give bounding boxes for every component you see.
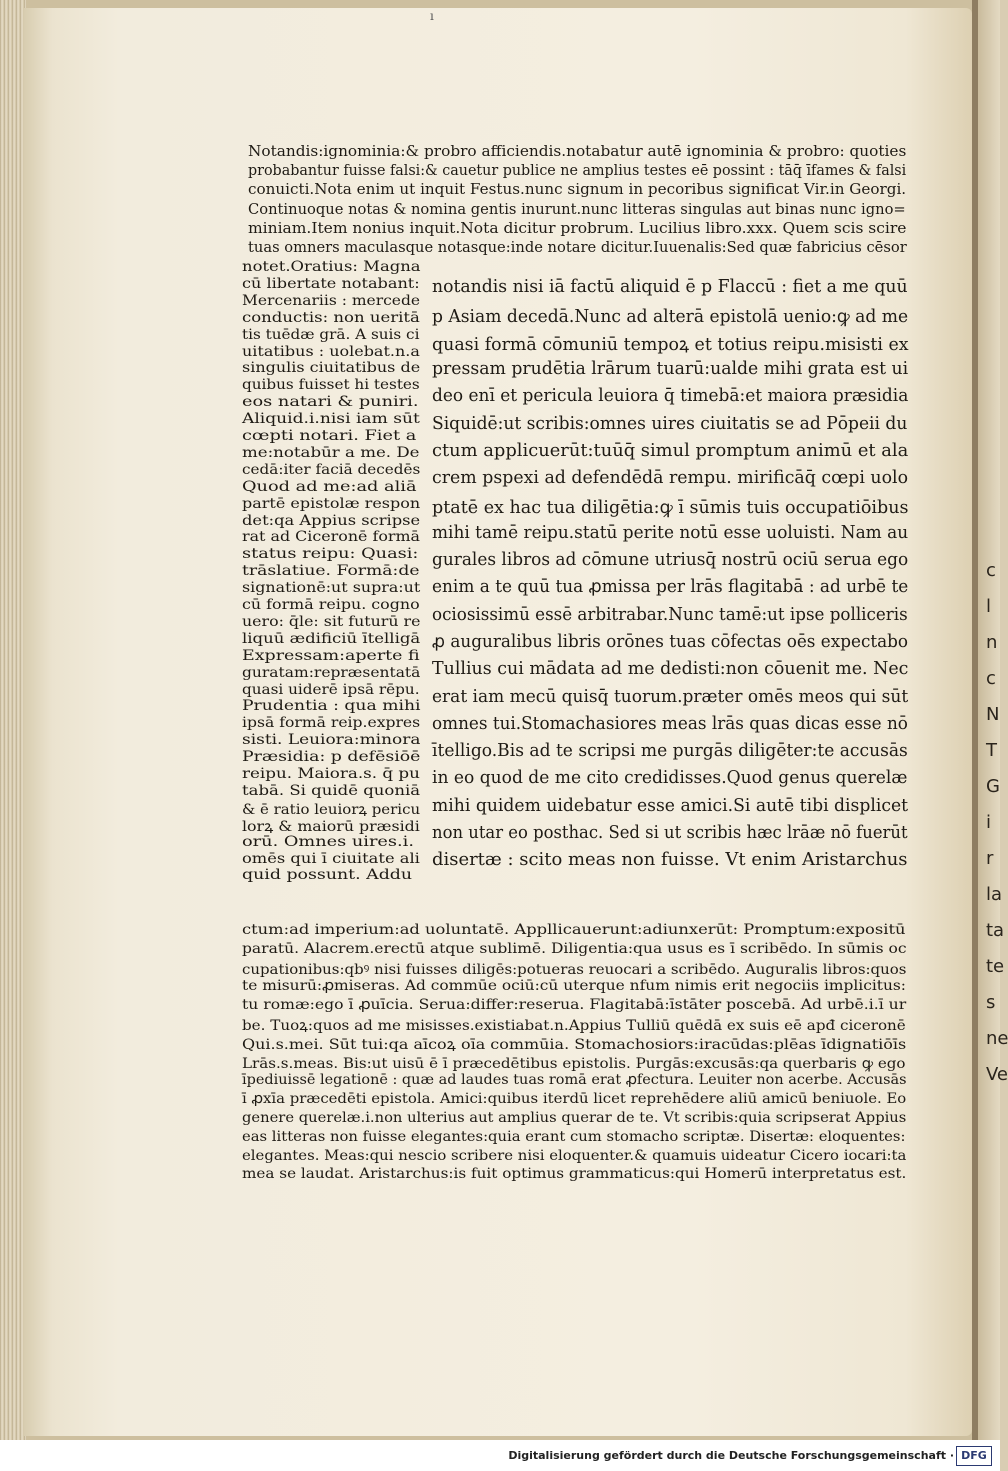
letter-line: ꝓ auguralibus libris orōnes tuas cōfectas oēs expectabo	[432, 631, 909, 652]
commentary-line: mea se laudat. Aristarchus:is fuit optimus grammaticus:qui Homerū interpretatus est.	[242, 1166, 907, 1183]
letter-line: deo enī et pericula leuiora q̄ timebā:et maiora præsidia	[432, 386, 909, 407]
letter-line: crem pspexi ad defendēdā rempu. mirificāq̄ cœpi uolo	[432, 468, 909, 489]
letter-line: quasi formā cōmuniū tempoꝝ et totius reipu.misisti ex	[432, 334, 909, 355]
gloss-line: Mercenariis : mercede	[242, 292, 421, 309]
facing-page-fragment: c	[986, 668, 996, 689]
commentary-line: Qui.s.mei. Sūt tui:qa aīcoꝝ oīa commūia. Stomachosiors:iracūdas:plēas īdignatiōīs	[242, 1036, 907, 1053]
gloss-line: me:notabūr a me. De	[242, 444, 420, 461]
gloss-line: quasi uiderē ipsā rēpu.	[242, 681, 420, 698]
letter-line: enim a te quū tua ꝓmissa per lrās flagitabā : ad urbē te	[432, 577, 909, 598]
facing-page-fragment: ne	[986, 1028, 1008, 1049]
gloss-line: notet.Oratius: Magna	[242, 259, 421, 275]
letter-line: mihi tamē reipu.statū perite notū esse uoluisti. Nam au	[432, 522, 909, 543]
letter-line: ptatē ex hac tua diligētia:ꝙ ī sūmis tuis occupatiōibus	[432, 498, 909, 519]
gloss-line: partē epistolæ respon	[242, 495, 421, 512]
commentary-line: īpediuissē legationē : quæ ad laudes tuas romā erat ꝓfectura. Leuiter non acerbe. Accusās	[242, 1072, 907, 1089]
commentary-line: miniam.Item nonius inquit.Nota dicitur probrum. Lucilius libro.xxx. Quem scis scire	[248, 219, 907, 237]
gloss-line: lorꝝ & maiorū præsidi	[242, 818, 420, 835]
commentary-line: paratū. Alacrem.erectū atque sublimē. Diligentia:qua usus es ī scribēdo. In sūmis oc	[242, 940, 907, 957]
gloss-line: omēs qui ī ciuitate ali	[242, 850, 420, 867]
letter-line: notandis nisi iā factū aliquid ē p Flaccū : fiet a me quū	[432, 277, 908, 297]
gloss-line: uitatibus : uolebat.n.a	[242, 343, 420, 360]
letter-line: disertæ : scito meas non fuisse. Vt enim Aristarchus	[432, 850, 908, 871]
commentary-line: be. Tuoꝝ:quos ad me misisses.existiabat.n.Appius Tulliū quēdā ex suis eē apđ ciceronē	[242, 1018, 906, 1034]
gloss-line: signationē:ut supra:ut	[242, 580, 421, 597]
commentary-line: Lrās.s.meas. Bis:ut uisū ē ī præcedētibus epistolis. Purgās:excusās:qa querbaris ꝙ ego	[242, 1055, 906, 1072]
commentary-line: genere querelæ.i.non ulterius aut amplius querar de te. Vt scribis:quia scripserat Appius	[242, 1110, 907, 1126]
facing-page-fragment: ta	[986, 920, 1005, 941]
commentary-line: tu romæ:ego ī ꝓuīcia. Serua:differ:reserua. Flagitabā:īstāter poscebā. Ad urbē.i.ī ur	[242, 997, 907, 1014]
commentary-line: Notandis:ignominia:& probro afficiendis.notabatur autē ignominia & probro: quoties	[248, 143, 907, 160]
letter-line: non utar eo posthac. Sed si ut scribis hæc lrāæ nō fuerūt	[432, 823, 908, 843]
gloss-line: singulis ciuitatibus de	[242, 360, 421, 377]
gloss-line: conductis: non ueritā	[242, 309, 420, 326]
facing-page-fragment: i	[986, 812, 992, 833]
letter-line: gurales libros ad cōmune utriusq̄ nostrū ociū serua ego	[432, 550, 909, 570]
letter-line: p Asiam decedā.Nunc ad alterā epistolā uenio:ꝙ ad me	[432, 307, 909, 328]
gloss-line: rat ad Ciceronē formā	[242, 529, 421, 546]
binding-gutter	[0, 0, 26, 1440]
letter-line: omnes tui.Stomachasiores meas lrās quas dicas esse nō	[432, 713, 908, 734]
facing-page-fragment: n	[986, 632, 998, 653]
commentary-line: tuas omners maculasque notasque:inde notare dicitur.Iuuenalis:Sed quæ fabricius cēsor	[248, 239, 907, 256]
letter-line: Tullius cui mādata ad me dedisti:non cōuenit me. Nec	[432, 659, 909, 680]
gloss-line: trāslatiue. Formā:de	[242, 563, 420, 580]
gloss-line: orū. Omnes uires.i.	[242, 833, 414, 850]
commentary-line: probabantur fuisse falsi:& cauetur publice ne amplius testes eē possint : tāq̄ īfames & falsi	[248, 162, 907, 180]
gloss-line: sisti. Leuiora:minora	[242, 732, 421, 749]
gloss-line: Prudentia : qua mihi	[242, 698, 421, 715]
gloss-line: guratam:repræsentatā	[242, 664, 421, 681]
letter-line: ītelligo.Bis ad te scripsi me purgās diligēter:te accusās	[432, 741, 908, 762]
facing-page-fragment: s	[986, 992, 996, 1013]
gloss-line: cœpti notari. Fiet a	[242, 428, 417, 444]
facing-page-fragment: Ve	[986, 1064, 1008, 1085]
commentary-line: ī ꝓxīa præcedēti epistola. Amici:quibus iterdū licet reprehēdere aliū amicū beniuole. Eo	[242, 1091, 907, 1108]
gloss-line: Præsidia: p defēsiōē	[242, 749, 421, 766]
gloss-line: eos natari & puniri.	[242, 394, 419, 411]
funding-notice: Digitalisierung gefördert durch die Deutsche Forschungsgemeinschaft ·	[508, 1449, 954, 1462]
gloss-line: tis tuēdæ grā. A suis ci	[242, 326, 420, 343]
gloss-line: det:qa Appius scripse	[242, 512, 421, 529]
commentary-line: eas litteras non fuisse elegantes:quia erant cum stomacho scriptæ. Disertæ: eloquentes:	[242, 1128, 906, 1145]
letter-line: ctum applicuerūt:tuūq̄ simul promptum animū et ala	[432, 440, 909, 461]
commentary-line: te misurū:ꝓmiseras. Ad commūe ociū:cū uterque nfum nimis erit negociis implicitus:	[242, 978, 907, 995]
gloss-line: tabā. Si quidē quoniā	[242, 782, 421, 799]
letter-line: in eo quod de me cito credidisses.Quod genus querelæ	[432, 768, 908, 789]
gloss-line: cū libertate notabant:	[242, 275, 420, 292]
facing-page-fragment: la	[986, 884, 1003, 905]
gloss-line: cū formā reipu. cogno	[242, 597, 420, 613]
facing-page-fragment: N	[986, 704, 1000, 725]
gloss-line: cedā:iter faciā decedēs	[242, 461, 421, 478]
gloss-line: uero: q̄le: sit futurū re	[242, 613, 421, 630]
gloss-line: & ē ratio leuiorꝝ pericu	[242, 801, 421, 818]
gloss-line: quibus fuisset hi testes	[242, 377, 420, 394]
commentary-line: conuicti.Nota enim ut inquit Festus.nunc signum in pecoribus significat Vir.in Georgi.	[248, 181, 907, 199]
footer-bar	[0, 1440, 1000, 1471]
page-mark: ı	[430, 9, 434, 23]
gloss-line: ipsā formā reip.expres	[242, 715, 421, 732]
dfg-logo: DFG	[956, 1446, 992, 1466]
gloss-line: Quod ad me:ad aliā	[242, 478, 417, 495]
facing-page-fragment: T	[986, 740, 997, 761]
gloss-line: status reipu: Quasi:	[242, 546, 419, 563]
commentary-line: cupationibus:qbꝰ nisi fuisses diligēs:potueras reuocari a scribēdo. Auguralis libros:quos	[242, 961, 907, 978]
facing-page-fragment: G	[986, 776, 1000, 797]
facing-page-fragment: r	[986, 848, 994, 869]
commentary-line: ctum:ad imperium:ad uoluntatē. Appllicauerunt:adiunxerūt: Promptum:expositū	[242, 922, 906, 938]
gloss-line: Aliquid.i.nisi iam sūt	[242, 411, 420, 428]
facing-page-fragment: l	[986, 596, 992, 617]
letter-line: Siquidē:ut scribis:omnes uires ciuitatis se ad Pōpeii du	[432, 413, 908, 434]
gloss-line: Expressam:aperte fi	[242, 647, 420, 664]
facing-page-fragment: c	[986, 560, 996, 581]
facing-page-fragment: te	[986, 956, 1005, 977]
commentary-line: elegantes. Meas:qui nescio scribere nisi eloquenter.& quamuis uideatur Cicero iocari:ta	[242, 1147, 907, 1164]
gloss-line: liquū ædificiū ītelligā	[242, 630, 421, 647]
letter-line: pressam prudētia lrārum tuarū:ualde mihi grata est ui	[432, 358, 909, 379]
letter-line: erat iam mecū quisq̄ tuorum.præter omēs meos qui sūt	[432, 686, 909, 707]
letter-line: mihi quidem uidebatur esse amici.Si autē tibi displicet	[432, 795, 909, 816]
letter-line: ociosissimū essē arbitrabar.Nunc tamē:ut ipse polliceris	[432, 604, 908, 625]
gloss-line: quid possunt. Addu	[242, 867, 413, 884]
gloss-line: reipu. Maiora.s. q̄ pu	[242, 766, 420, 782]
commentary-line: Continuoque notas & nomina gentis inurunt.nunc litteras singulas aut binas nunc igno=	[248, 200, 906, 218]
